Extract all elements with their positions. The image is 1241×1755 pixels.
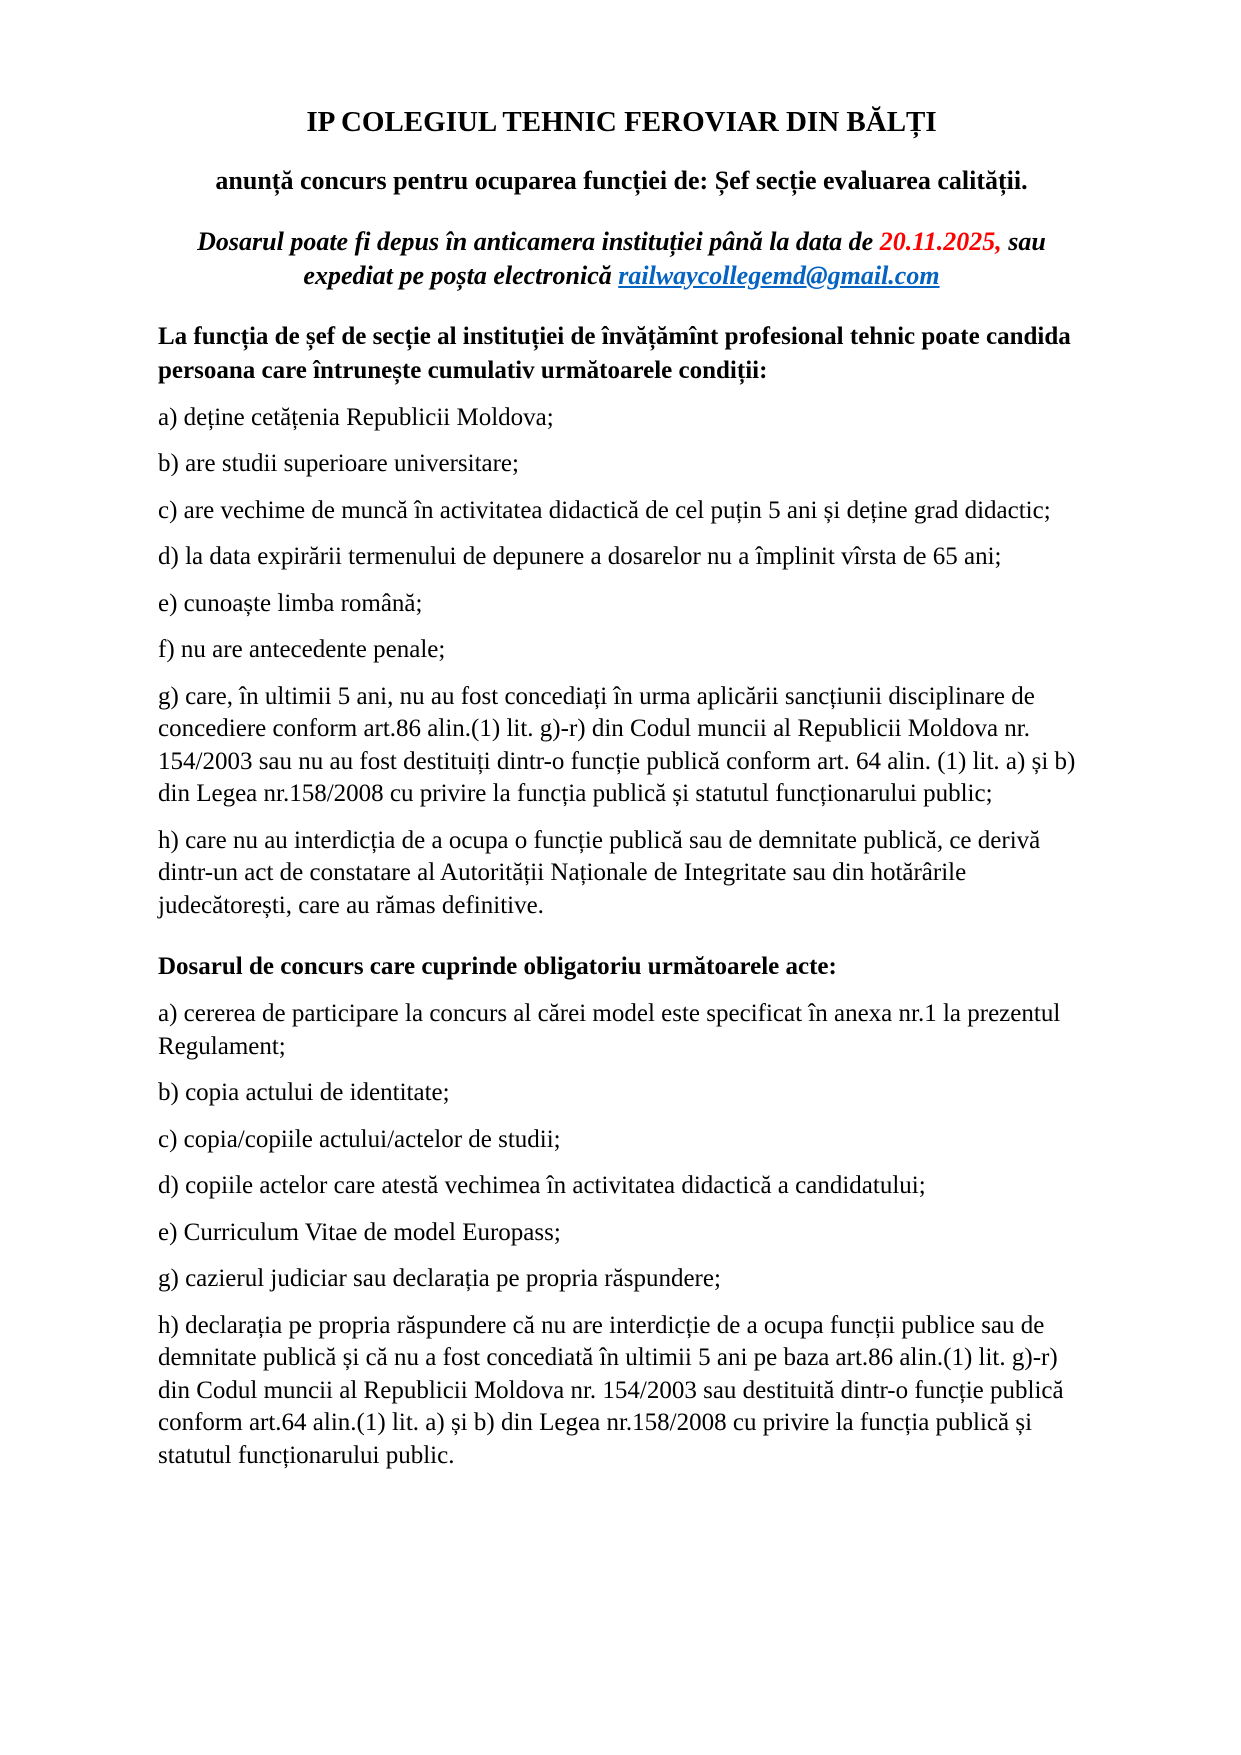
notice-text-before-date: Dosarul poate fi depus în anticamera instituției până la data de: [197, 226, 880, 256]
dossier-item-c: c) copia/copiile actului/actelor de studii;: [158, 1125, 561, 1153]
dossier-item-g: g) cazierul judiciar sau declarația pe propria răspundere;: [158, 1265, 721, 1293]
condition-item-d: d) la data expirării termenului de depunere a dosarelor nu a împlinit vîrsta de 65 ani;: [158, 543, 1002, 571]
condition-item-b: b) are studii superioare universitare;: [158, 450, 519, 478]
conditions-heading: La funcția de șef de secție al instituției de învățămînt profesional tehnic poate candida persoana care întrunește cumulativ următoarele condiții:: [158, 323, 1071, 385]
submission-notice: [158, 225, 1085, 293]
dossier-item-d: d) copiile actelor care atestă vechimea în activitatea didactică a candidatului;: [158, 1172, 926, 1200]
condition-item-g: g) care, în ultimii 5 ani, nu au fost concediați în urma aplicării sancțiunii disciplinare de concediere conform art.86 alin.(1) lit. g)-r) din Codul muncii al Republicii Moldova nr. 154/2003 sau nu au fost destituiți dintr-o funcție publică conform art. 64 alin. (1) lit. a) și b) din Legea nr.158/2008 cu privire la funcția publică și statutul funcționarului public;: [158, 682, 1076, 808]
condition-item-f: f) nu are antecedente penale;: [158, 636, 446, 664]
announcement-subtitle: anunță concurs pentru ocuparea funcției de: Șef secție evaluarea calității.: [215, 166, 1028, 196]
notice-text-after-date: sau expediat pe poșta electronică: [303, 226, 1046, 290]
dossier-item-h: h) declarația pe propria răspundere că nu are interdicție de a ocupa funcții publice sau de demnitate publică și că nu a fost concediată în ultimii 5 ani pe baza art.86 alin.(1) lit. g)-r) din Codul muncii al Republicii Moldova nr. 154/2003 sau destituită dintr-o funcție publică conform art.64 alin.(1) lit. a) și b) din Legea nr.158/2008 cu privire la funcția publică și statutul funcționarului public.: [158, 1311, 1064, 1469]
dossier-item-e: e) Curriculum Vitae de model Europass;: [158, 1218, 561, 1246]
condition-item-a: a) deține cetățenia Republicii Moldova;: [158, 403, 554, 431]
condition-item-c: c) are vechime de muncă în activitatea didactică de cel puțin 5 ani și deține grad didactic;: [158, 496, 1051, 524]
email-link[interactable]: railwaycollegemd@gmail.com: [618, 260, 940, 290]
dossier-item-a: a) cererea de participare la concurs al cărei model este specificat în anexa nr.1 la prezentul Regulament;: [158, 1000, 1061, 1060]
page-title: IP COLEGIUL TEHNIC FEROVIAR DIN BĂLȚI: [306, 106, 937, 138]
deadline-date: 20.11.2025,: [879, 226, 1002, 256]
dossier-heading: Dosarul de concurs care cuprinde obligatoriu următoarele acte:: [158, 953, 837, 981]
condition-item-e: e) cunoaște limba română;: [158, 589, 423, 617]
dossier-item-b: b) copia actului de identitate;: [158, 1079, 450, 1107]
condition-item-h: h) care nu au interdicția de a ocupa o funcție publică sau de demnitate publică, ce derivă dintr-un act de constatare al Autorității Naționale de Integritate sau din hotărârile judecătorești, care au rămas definitive.: [158, 826, 1041, 919]
